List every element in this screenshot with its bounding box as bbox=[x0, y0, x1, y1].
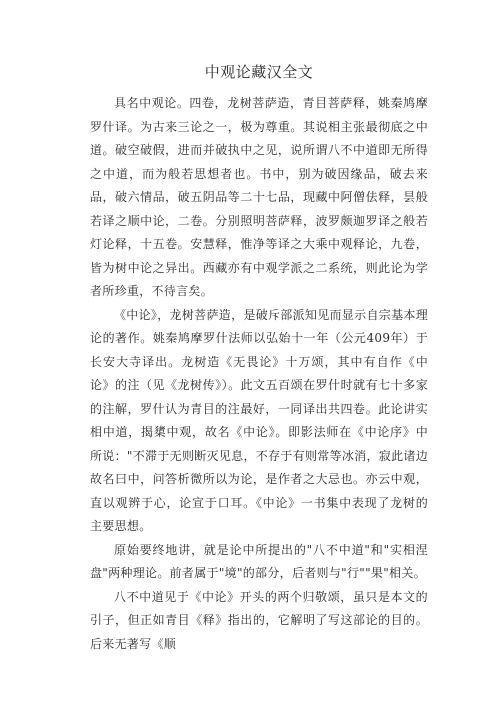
paragraph-1: 具名中观论。四卷，龙树菩萨造，青目菩萨释，姚秦鸠摩罗什译。为古来三论之一，极为尊重。其说相主张最彻底之中道。破空破假，进而并破执中之见，说所谓八不中道即无所得之中道，而为般若思想者也。书中，别为破因缘品，破去来品，破六情品，破五阴品等二十七品，现藏中阿僧佉释，昙般若译之顺中论，二卷。分别照明菩萨释，波罗颇迦罗译之般若灯论释，十五卷。安慧释，惟净等译之大乘中观释论，九卷，皆为树中论之异出。西藏亦有中观学派之二系统，则此论为学者所珍重，不待言矣。 bbox=[90, 96, 428, 298]
paragraph-4: 八不中道见于《中论》开头的两个归敬颂，虽只是本文的引子，但正如青目《释》指出的，它解明了写这部论的目的。后来无著写《顺 bbox=[90, 589, 428, 651]
paragraph-2: 《中论》，龙树菩萨造，是破斥部派知见而显示自宗基本理论的著作。姚秦鸠摩罗什法师以弘始十一年（公元409年）于长安大寺译出。龙树造《无畏论》十万颂，其中有自作《中论》的注（见《龙树传》）。此文五百颂在罗什时就有七十多家的注解，罗什认为青目的注最好，一同译出共四卷。此论讲实相中道，揭橥中观，故名《中论》。即影法师在《中论序》中所说："不滞于无则断灭见息，不存于有则常等冰消，寂此诸边故名曰中，问答析微所以为论，是作者之大忌也。亦云中观，直以观辨于心，论宣于口耳。《中论》一书集中表现了龙树的主要思想。 bbox=[90, 307, 428, 533]
paragraph-3: 原始要终地讲，就是论中所提出的"八不中道"和"实相涅盘"两种理论。前者属于"境"的部分，后者则与"行""果"相关。 bbox=[90, 542, 428, 580]
document-title: 中观论藏汉全文 bbox=[204, 63, 314, 81]
